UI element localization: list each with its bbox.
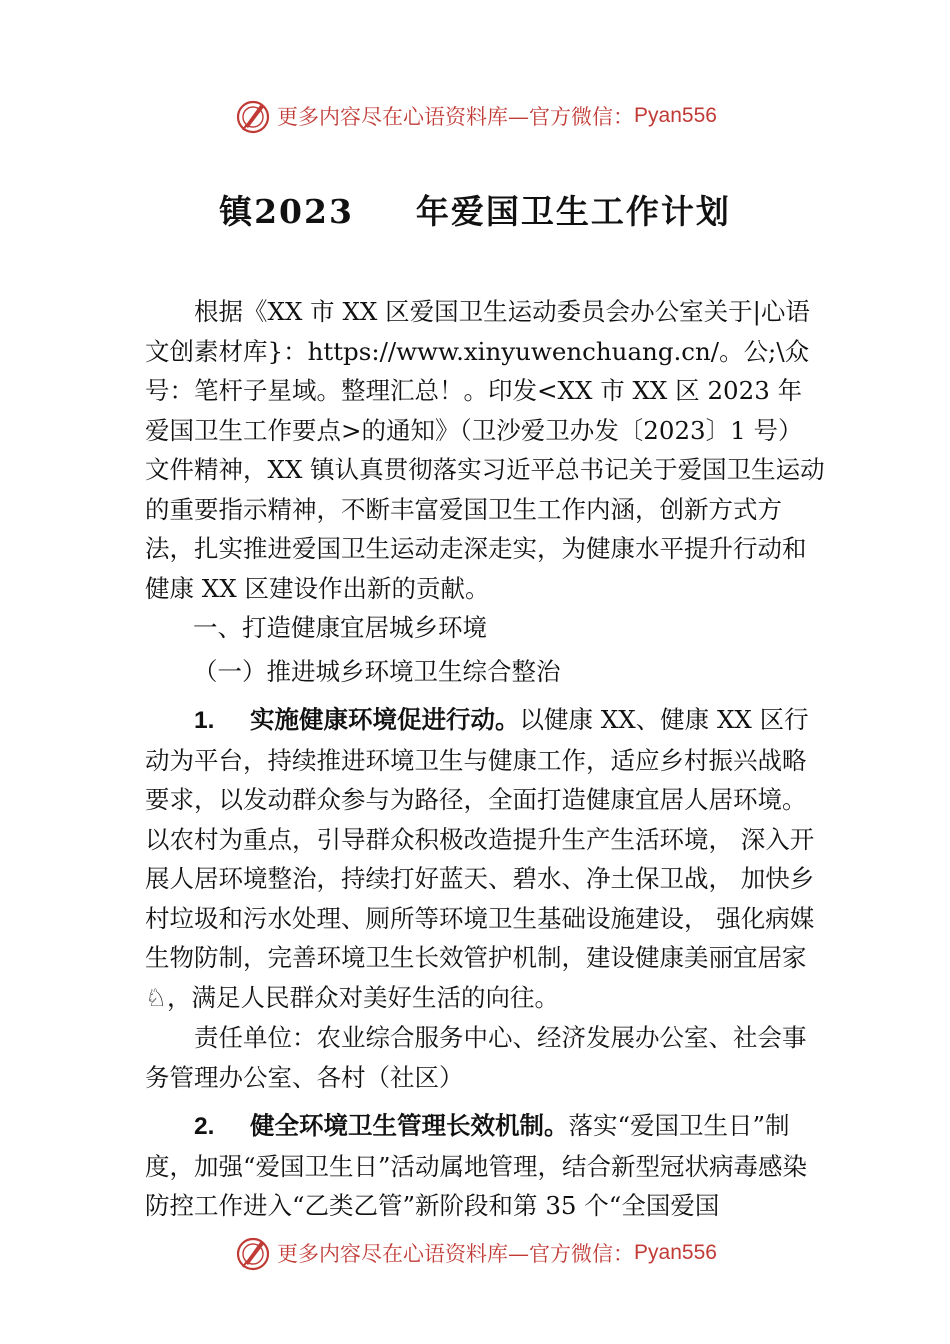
watermark-text: 更多内容尽在心语资料库—官方微信： [277,1242,635,1266]
quill-logo-icon [233,1233,273,1273]
item-2-text: 落实“爱国卫生日”制度，加强“爱国卫生日”活动属地管理，结合新型冠状病毒感染防控工作进入“乙类乙管”新阶段和第 35 个“全国爱国 [145,1111,808,1220]
section-heading-1: 一、打造健康宜居城乡环境 [193,613,487,642]
watermark-wechat-id: Pyan556 [634,104,717,127]
list-item-1 [145,700,825,1017]
list-item-2 [145,1106,825,1226]
title-right: 年爱国卫生工作计划 [415,192,731,231]
item-2-bold-title: 健全环境卫生管理长效机制。 [250,1111,569,1140]
watermark-text: 更多内容尽在心语资料库—官方微信： [277,105,635,129]
item-2-number: 2. [194,1113,215,1140]
top-watermark-banner [0,94,950,138]
item-1-number: 1. [194,707,215,734]
quill-logo-icon [233,96,273,136]
subsection-heading-1: （一）推进城乡环境卫生综合整治 [193,657,561,686]
watermark-wechat-id: Pyan556 [634,1241,717,1264]
document-title [0,186,950,233]
intro-paragraph: 根据《XX 市 XX 区爱国卫生运动委员会办公室关于|心语文创素材库}：https://www.xinyuwenchuang.cn/。公;\众号：笔杆子星域。整理汇总！。印发<XX 市 XX 区 2023 年爱国卫生工作要点>的通知》（卫沙爱卫办发〔2023〕1 号）文件精神，XX 镇认真贯彻落实习近平总书记关于爱国卫生运动的重要指示精神，不断丰富爱国卫生工作内涵，创新方式方法，扎实推进爱国卫生运动走深走实，为健康水平提升行动和健康 XX 区建设作出新的贡献。 [145,297,825,603]
responsibility-paragraph: 责任单位：农业综合服务中心、经济发展办公室、社会事务管理办公室、各村（社区） [145,1023,807,1092]
bottom-watermark-banner [0,1231,950,1275]
title-left: 镇2023 [219,192,354,231]
item-1-bold-title: 实施健康环境促进行动。 [250,705,520,734]
item-1-text: 以健康 XX、健康 XX 区行动为平台，持续推进环境卫生与健康工作，适应乡村振兴战略要求，以发动群众参与为路径，全面打造健康宜居人居环境。以农村为重点，引导群众积极改造提升生产生活环境， 深入开展人居环境整治，持续打好蓝天、碧水、净土保卫战， 加快乡村垃圾和污水处理、厕所等环境卫生基础设施建设， 强化病媒生物防制，完善环境卫生长效管护机制，建设健康美丽宜居家♘，满足人民群众对美好生活的向往。 [145,705,815,1012]
